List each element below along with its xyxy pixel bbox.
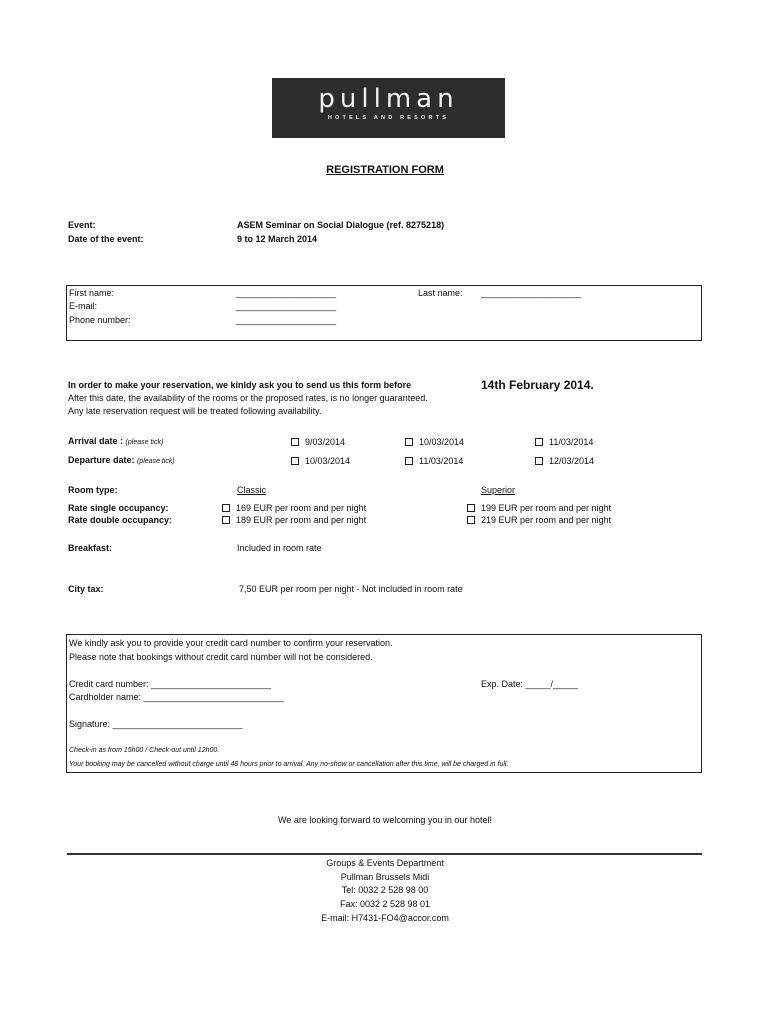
deadline-note-2: Any late reservation request will be treated following availability.: [68, 406, 322, 416]
classic-single-option[interactable]: 169 EUR per room and per night: [222, 503, 366, 513]
checkbox-icon[interactable]: [222, 504, 230, 512]
credit-card-number-field[interactable]: Credit card number: ________________________: [69, 679, 272, 689]
first-name-label: First name:: [69, 288, 115, 298]
checkbox-icon[interactable]: [535, 438, 543, 446]
cancellation-note: Your booking may be cancelled without charge until 48 hours prior to arrival. Any no-show or cancellation after this time, will be charged in full.: [69, 761, 509, 768]
event-value: ASEM Seminar on Social Dialogue (ref. 8275218): [237, 220, 445, 230]
phone-label: Phone number:: [69, 315, 131, 325]
signature-field[interactable]: Signature: __________________________: [69, 719, 243, 729]
departure-label: Departure date: (please tick): [68, 455, 175, 465]
cardholder-name-field[interactable]: Cardholder name: ____________________________: [69, 692, 284, 702]
email-label: E-mail:: [69, 301, 98, 311]
classic-heading: Classic: [237, 485, 267, 495]
closing-message: We are looking forward to welcoming you in our hotel!: [278, 815, 492, 825]
breakfast-value: Included in room rate: [237, 543, 322, 553]
email-field[interactable]: ____________________: [236, 301, 337, 311]
arrival-label: Arrival date : (please tick): [68, 436, 164, 446]
arrival-option-2[interactable]: 10/03/2014: [405, 437, 464, 447]
expiry-date-field[interactable]: Exp. Date: _____/_____: [481, 679, 579, 689]
checkbox-icon[interactable]: [405, 457, 413, 465]
double-rate-label: Rate double occupancy:: [68, 515, 173, 525]
room-type-label: Room type:: [68, 485, 118, 495]
arrival-option-1[interactable]: 9/03/2014: [291, 437, 345, 447]
departure-option-1[interactable]: 10/03/2014: [291, 456, 350, 466]
city-tax-label: City tax:: [68, 584, 104, 594]
checkbox-icon[interactable]: [467, 516, 475, 524]
single-rate-label: Rate single occupancy:: [68, 503, 169, 513]
footer-department: Groups & Events Department: [326, 858, 444, 868]
superior-heading: Superior: [481, 485, 516, 495]
checkbox-icon[interactable]: [291, 438, 299, 446]
checkbox-icon[interactable]: [535, 457, 543, 465]
checkbox-icon[interactable]: [405, 438, 413, 446]
phone-field[interactable]: ____________________: [236, 315, 337, 325]
breakfast-label: Breakfast:: [68, 543, 113, 553]
departure-option-2[interactable]: 11/03/2014: [405, 456, 463, 466]
checkbox-icon[interactable]: [222, 516, 230, 524]
event-date-value: 9 to 12 March 2014: [237, 234, 318, 244]
superior-single-option[interactable]: 199 EUR per room and per night: [467, 503, 611, 513]
logo-subtitle: HOTELS AND RESORTS: [327, 115, 450, 121]
personal-details-box: [66, 285, 702, 341]
event-label: Event:: [68, 220, 96, 230]
card-intro-2: Please note that bookings without credit card number will not be considered.: [69, 652, 373, 662]
logo-wordmark: pullman: [318, 84, 459, 114]
footer-tel: Tel: 0032 2 528 98 00: [341, 885, 429, 895]
checkbox-icon[interactable]: [291, 457, 299, 465]
classic-double-option[interactable]: 189 EUR per room and per night: [222, 515, 366, 525]
deadline-text: In order to make your reservation, we kinldy ask you to send us this form before: [68, 380, 412, 390]
form-title: REGISTRATION FORM: [326, 164, 444, 176]
checkin-note: Check-in as from 15h00 / Check-out until 12h00.: [69, 747, 220, 754]
arrival-option-3[interactable]: 11/03/2014: [535, 437, 593, 447]
event-date-label: Date of the event:: [68, 234, 144, 244]
first-name-field[interactable]: ____________________: [236, 288, 337, 298]
departure-option-3[interactable]: 12/03/2014: [535, 456, 594, 466]
deadline-date: 14th February 2014.: [481, 378, 594, 392]
footer-hotel: Pullman Brussels Midi: [340, 872, 430, 882]
footer-fax: Fax: 0032 2 528 98 01: [339, 899, 431, 909]
deadline-note-1: After this date, the availability of the rooms or the proposed rates, is no longer guaranteed.: [68, 393, 428, 403]
footer-email[interactable]: E-mail: H7431-FO4@accor.com: [321, 913, 449, 923]
footer-divider: [67, 853, 702, 855]
superior-double-option[interactable]: 219 EUR per room and per night: [467, 515, 611, 525]
card-intro-1: We kindly ask you to provide your credit card number to confirm your reservation.: [69, 638, 393, 648]
last-name-field[interactable]: ____________________: [481, 288, 582, 298]
pullman-logo: [272, 78, 505, 138]
city-tax-value: 7,50 EUR per room per night - Not included in room rate: [239, 584, 463, 594]
checkbox-icon[interactable]: [467, 504, 475, 512]
last-name-label: Last name:: [418, 288, 463, 298]
